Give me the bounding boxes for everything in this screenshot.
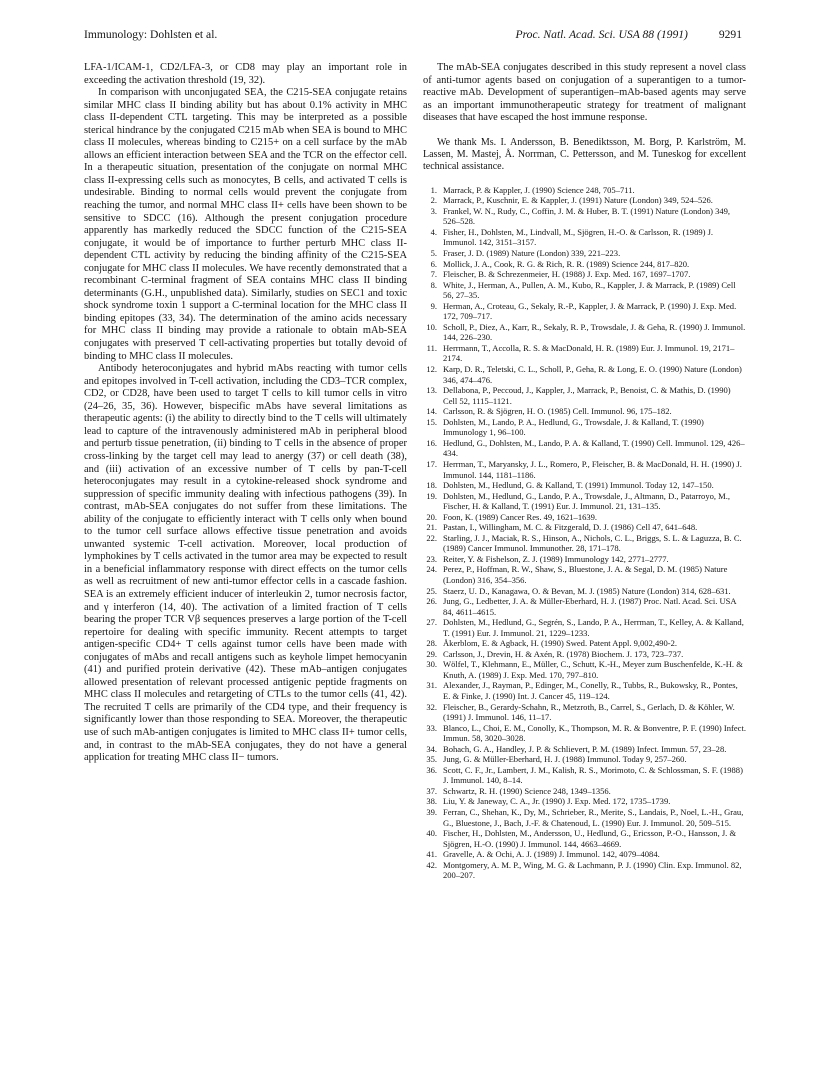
reference-number: 1. [430,184,437,195]
reference-text: Carlsson, R. & Sjögren, H. O. (1985) Cell. Immunol. 96, 175–182. [443,406,672,417]
reference-text: Marrack, P. & Kappler, J. (1990) Science 248, 705–711. [443,184,635,195]
reference-text: Herrmann, T., Accolla, R. S. & MacDonald, H. R. (1989) Eur. J. Immunol. 19, 2171–2174. [443,342,735,364]
reference-number: 29. [426,648,437,659]
reference-item [423,301,746,322]
reference-text: Mollick, J. A., Cook, R. G. & Rich, R. R. (1989) Science 244, 817–820. [443,258,690,269]
reference-text: Wölfel, T., Klehmann, E., Müller, C., Schutt, K.-H., Meyer zum Buschenfelde, K.-H. & Knuth, A. (1989) J. Exp. Med. 170, 797–810. [443,659,743,680]
reference-number: 25. [426,585,437,596]
reference-text: Liu, Y. & Janeway, C. A., Jr. (1990) J. Exp. Med. 172, 1735–1739. [443,796,671,807]
reference-number: 16. [426,437,437,448]
reference-text: Perez, P., Hoffman, R. W., Shaw, S., Bluestone, J. A. & Segal, D. M. (1985) Nature (London) 316, 354–356. [443,564,728,585]
reference-item [423,702,746,723]
reference-number: 33. [426,722,437,733]
reference-number: 28. [426,638,437,649]
reference-item [423,269,746,280]
reference-number: 2. [430,195,437,206]
reference-number: 36. [426,764,437,775]
reference-item [423,227,746,248]
left-column [84,62,407,765]
reference-number: 15. [426,416,437,427]
reference-item [423,248,746,259]
reference-text: Herman, A., Croteau, G., Sekaly, R.-P., Kappler, J. & Marrack, P. (1990) J. Exp. Med. 172, 709–717. [443,300,737,322]
reference-number: 42. [426,859,437,870]
body-paragraph: In comparison with unconjugated SEA, the C215-SEA conjugate retains similar MHC class II binding ability but has about 0.1% activity in MHC class II-dependent CTL targeting. This may be interpreted as a possible sterical hindrance by the conjugated C215 mAb when SEA is bound to MHC class II molecules, whereas binding to C215+ on a cell surface by the mAb allows an efficient interaction between SEA and the TCR on the effector cell. In a therapeutic situation, presentation of the conjugate on normal MHC class II-expressing cells such as monocytes, B cells, and activated T cells is undesirable. Binding to normal cells would prevent the conjugate from reaching the tumor, and normal MHC class II+ cells have been shown to be sensitive to SDCC (16). Although the present conjugation procedure apparently has markedly reduced the SDCC function of the C215-SEA conjugate, it would be of importance to further perturb MHC class II-dependent CTL activity by reducing the binding affinity of the C215-SEA conjugate for MHC class II molecules. We have recently demonstrated that a recombinant C-terminal fragment of SEA contains MHC class II binding determinants (G.H., unpublished data). Similarly, studies on SEC1 and toxic shock syndrome toxin 1 support a C-terminal location for the MHC class II binding epitopes (33, 34). The determination of the amino acids necessary for MHC class II binding may provide a rationale to obtain mAb-SEA conjugates with preserved T cell-activating properties but totally devoid of binding to MHC class II molecules. [84,87,407,362]
reference-item [423,586,746,597]
reference-number: 27. [426,617,437,628]
reference-text: Dohlsten, M., Hedlund, G., Segrén, S., Lando, P. A., Herrman, T., Kelley, A. & Kalland, T. (1991) Eur. J. Immunol. 21, 1229–1233. [443,617,744,638]
reference-text: Marrack, P., Kuschnir, E. & Kappler, J. (1991) Nature (London) 349, 524–526. [443,195,713,206]
reference-text: Fleischer, B. & Schrezenmeier, H. (1988) J. Exp. Med. 167, 1697–1707. [443,269,691,280]
reference-text: Dellabona, P., Peccoud, J., Kappler, J., Marrack, P., Benoist, C. & Mathis, D. (1990) Cell 52, 1115–1121. [443,385,731,406]
page-number: 9291 [718,28,742,41]
reference-text: Starling, J. J., Maciak, R. S., Hinson, A., Nichols, C. L., Briggs, S. L. & Laguzza, B. C. (1989) Cancer Immunol. Immunother. 28, 171–178. [443,532,742,554]
page-header [84,28,742,48]
reference-item [423,385,746,406]
reference-text: Frankel, W. N., Rudy, C., Coffin, J. M. & Huber, B. T. (1991) Nature (London) 349, 526–528. [443,205,731,227]
reference-item [423,280,746,301]
reference-text: Jung, G. & Müller-Eberhard, H. J. (1988) Immunol. Today 9, 257–260. [443,754,687,765]
journal-name: Proc. Natl. Acad. Sci. USA 88 (1991) [515,28,688,41]
reference-item [423,765,746,786]
reference-item [423,754,746,765]
reference-number: 3. [430,205,437,216]
body-paragraph: Antibody heteroconjugates and hybrid mAbs reacting with tumor cells and epitopes involved in T-cell activation, including the CD3–TCR complex, CD2, or CD28, have been used to target T cells to kill tumor cells in vitro (24–26, 35, 36). However, bispecific mAbs have several limitations as therapeutic agents: (i) the ability to directly bind to the T cells will ultimately lead to capture of the intravenously administered mAb in peripheral blood and perturb tissue penetration, (ii) binding to T cells in the absence of proper cross-linking by the target cell may lead to anergy (37) or cell death (38), and (iii) activation of an excessive number of T cells by pan-T-cell heteroconjugates may result in a cytokine-released shock syndrome and suppression of specific immunity dealing with infectious pathogens (39). In contrast, mAb-SEA conjugates do not suffer from these limitations. The ability of the conjugate to efficiently interact with T cells only when bound to the tumor cell surface allows effective tissue penetration and avoids unwanted systemic T-cell activation. Moreover, local production of lymphokines by T cells activated in the tumor area may be expected to result in a beneficial inflammatory response with direct effects on the tumor cells as well as recruitment of new anti-tumor effector cells in a cascade fashion. SEA is an extremely efficient inducer of interleukin 2, tumor necrosis factor, and γ interferon (14, 40). The activation of a limited fraction of T cells bearing the proper TCR Vβ sequences preserves a large portion of the T-cell repertoire for dealing with specific immunity. Recent attempts to target antigen-specific CD4+ T cells against tumor cells have been made with conjugates of mAbs and recall antigens such as keyhole limpet hemocyanin (41) and purified protein derivative (42). These mAb–antigen conjugates allowed presentation of relevant processed antigenic peptide fragments on MHC class II molecules and retargeting of CTLs to the tumor cells (41, 42). The recruited T cells are primarily of the CD4 type, and their frequency is significantly lower than those responding to SEA. Moreover, the therapeutic use of such mAb-antigen conjugates is limited to MHC class II+ tumor cells, and, in contrast to the mAb-SEA conjugates, they do not have a general application for treating MHC class II− tumors. [84,363,407,764]
reference-item [423,512,746,523]
reference-item [423,596,746,617]
reference-number: 6. [430,258,437,269]
reference-number: 20. [426,511,437,522]
reference-number: 21. [426,522,437,533]
reference-text: Jung, G., Ledbetter, J. A. & Müller-Eberhard, H. J. (1987) Proc. Natl. Acad. Sci. USA 84, 4611–4615. [443,596,737,617]
reference-item [423,564,746,585]
reference-number: 26. [426,596,437,607]
reference-text: Ferran, C., Shehan, K., Dy, M., Schrieber, R., Merite, S., Landais, P., Noel, L.-H., Grau, G., Bluestone, J., Bach, J.-F. & Chatenoud, L. (1990) Eur. J. Immunol. 20, 509–515. [443,807,744,828]
reference-text: Herrman, T., Maryansky, J. L., Romero, P., Fleischer, B. & MacDonald, H. H. (1990) J. Immunol. 144, 1181–1186. [443,458,742,480]
reference-text: Fleischer, B., Gerardy-Schahn, R., Metzroth, B., Carrel, S., Gerlach, D. & Köhler, W. (1991) J. Immunol. 146, 11–17. [443,701,735,723]
journal-citation [516,28,742,41]
reference-number: 23. [426,553,437,564]
reference-item [423,659,746,680]
reference-number: 11. [426,342,437,353]
body-paragraph: LFA-1/ICAM-1, CD2/LFA-3, or CD8 may play an important role in exceeding the activation threshold (19, 32). [84,62,407,86]
reference-item [423,860,746,881]
reference-item [423,185,746,196]
reference-item [423,744,746,755]
reference-item [423,617,746,638]
reference-number: 12. [426,364,437,375]
reference-text: Dohlsten, M., Hedlund, G. & Kalland, T. (1991) Immunol. Today 12, 147–150. [443,480,714,491]
reference-item [423,480,746,491]
reference-text: Karp, D. R., Teletski, C. L., Scholl, P., Geha, R. & Long, E. O. (1990) Nature (London) 346, 474–476. [443,364,742,385]
reference-text: Fischer, H., Dohlsten, M., Andersson, U., Hedlund, G., Ericsson, P.-O., Hansson, J. & Sjögren, H.-O. (1990) J. Immunol. 144, 4663–4669. [443,828,737,849]
reference-number: 17. [426,458,437,469]
reference-number: 13. [426,385,437,396]
reference-text: Blanco, L., Choi, E. M., Conolly, K., Thompson, M. R. & Bonventre, P. F. (1990) Infect. Immun. 58, 3020–3028. [443,722,746,744]
reference-text: Fraser, J. D. (1989) Nature (London) 339, 221–223. [443,248,621,259]
reference-item [423,322,746,343]
reference-item [423,554,746,565]
reference-text: Pastan, I., Willingham, M. C. & Fitzgerald, D. J. (1986) Cell 47, 641–648. [443,522,698,533]
reference-text: Åkerblom, E. & Agback, H. (1990) Swed. Patent Appl. 9,002,490-2. [443,638,678,649]
reference-list [423,185,746,881]
reference-text: Montgomery, A. M. P., Wing, M. G. & Lachmann, P. J. (1990) Clin. Exp. Immunol. 82, 200–207. [443,859,742,881]
reference-number: 41. [426,849,437,860]
reference-number: 40. [426,828,437,839]
reference-item [423,533,746,554]
reference-item [423,259,746,270]
reference-item [423,680,746,701]
reference-item [423,786,746,797]
reference-number: 14. [426,406,437,417]
reference-item [423,195,746,206]
reference-number: 19. [426,490,437,501]
reference-item [423,723,746,744]
reference-item [423,364,746,385]
reference-number: 8. [430,279,437,290]
reference-text: Scott, C. F., Jr., Lambert, J. M., Kalish, R. S., Morimoto, C. & Schlossman, S. F. (1988) J. Immunol. 140, 8–14. [443,764,743,786]
reference-number: 4. [430,226,437,237]
reference-text: Reiter, Y. & Fishelson, Z. J. (1989) Immunology 142, 2771–2777. [443,553,669,564]
reference-number: 7. [430,269,437,280]
reference-text: Dohlsten, M., Lando, P. A., Hedlund, G., Trowsdale, J. & Kalland, T. (1990) Immunology 1, 96–100. [443,416,704,438]
conclusion-paragraph: The mAb-SEA conjugates described in this study represent a novel class of anti-tumor agents based on conjugation of a superantigen to a tumor-reactive mAb. Development of superantigen–mAb-based agents may serve as an important immunotherapeutic strategy for treatment of malignant diseases that have escaped the host immune response. [423,62,746,124]
reference-text: Alexander, J., Rayman, P., Edinger, M., Conelly, R., Tubbs, R., Bukowsky, R., Pontes, E. & Finke, J. (1990) Int. J. Cancer 45, 119–124. [443,680,738,701]
reference-text: Dohlsten, M., Hedlund, G., Lando, P. A., Trowsdale, J., Altmann, D., Patarroyo, M., Fischer, H. & Kalland, T. (1991) Eur. J. Immunol. 21, 131–135. [443,490,731,512]
reference-text: Staerz, U. D., Kanagawa, O. & Bevan, M. J. (1985) Nature (London) 314, 628–631. [443,585,731,596]
reference-number: 34. [426,743,437,754]
reference-number: 39. [426,807,437,817]
reference-item [423,417,746,438]
reference-number: 30. [426,659,437,670]
reference-item [423,649,746,660]
reference-text: Schwartz, R. H. (1990) Science 248, 1349–1356. [443,785,611,796]
reference-number: 22. [426,532,437,543]
reference-item [423,638,746,649]
reference-item [423,438,746,459]
reference-number: 10. [426,321,437,332]
reference-text: Bohach, G. A., Handley, J. P. & Schlievert, P. M. (1989) Infect. Immun. 57, 23–28. [443,743,727,754]
reference-number: 24. [426,564,437,575]
right-column [423,62,746,881]
reference-number: 38. [426,796,437,807]
reference-text: Foon, K. (1989) Cancer Res. 49, 1621–1639. [443,511,598,522]
reference-item [423,406,746,417]
reference-text: Carlsson, J., Drevin, H. & Axén, R. (1978) Biochem. J. 173, 723–737. [443,648,684,659]
reference-text: Scholl, P., Diez, A., Karr, R., Sekaly, R. P., Trowsdale, J. & Geha, R. (1990) J. Immunol. 144, 226–230. [443,321,746,343]
acknowledgment: We thank Ms. I. Andersson, B. Benediktsson, M. Borg, P. Karlström, M. Lassen, M. Mastej, Å. Norrman, C. Pettersson, and M. Tuneskog for excellent technical assistance. [423,136,746,172]
reference-number: 32. [426,701,437,712]
reference-number: 9. [430,300,437,311]
reference-item [423,491,746,512]
reference-item [423,343,746,364]
reference-text: Gravelle, A. & Ochi, A. J. (1989) J. Immunol. 142, 4079–4084. [443,849,660,860]
reference-item [423,206,746,227]
reference-item [423,522,746,533]
reference-text: Hedlund, G., Dohlsten, M., Lando, P. A. & Kalland, T. (1990) Cell. Immunol. 129, 426–434. [443,437,745,459]
reference-number: 31. [426,680,437,691]
reference-item [423,828,746,849]
reference-number: 5. [430,248,437,259]
reference-text: Fisher, H., Dohlsten, M., Lindvall, M., Sjögren, H.-O. & Carlsson, R. (1989) J. Immunol. 142, 3151–3157. [443,226,714,248]
reference-number: 35. [426,754,437,765]
reference-item [423,459,746,480]
reference-item [423,796,746,807]
reference-item [423,807,746,828]
reference-item [423,849,746,860]
running-head: Immunology: Dohlsten et al. [84,28,218,41]
reference-text: White, J., Herman, A., Pullen, A. M., Kubo, R., Kappler, J. & Marrack, P. (1989) Cell 56, 27–35. [443,279,736,301]
reference-number: 18. [426,480,437,491]
reference-number: 37. [426,785,437,796]
